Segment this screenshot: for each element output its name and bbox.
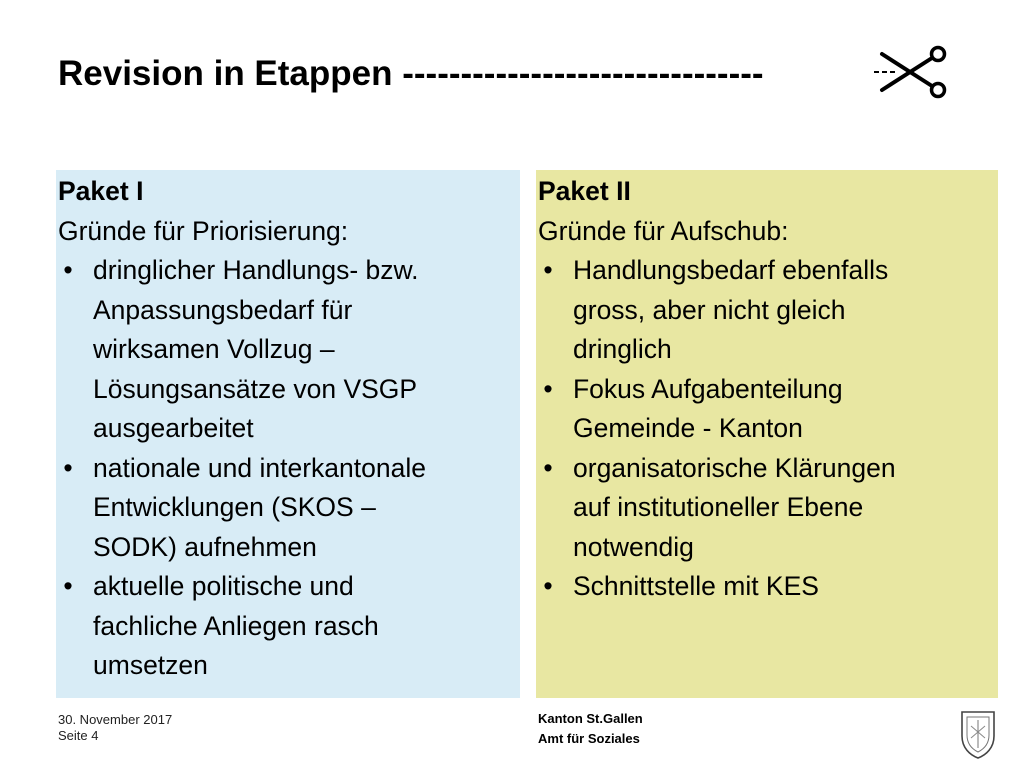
bullet-line: Anpassungsbedarf für (93, 294, 353, 325)
bullet-marker: • (63, 452, 73, 483)
bullet-line: notwendig (573, 531, 694, 562)
bullet-line: organisatorische Klärungen (573, 452, 896, 483)
bullet-line: wirksamen Vollzug – (93, 334, 335, 364)
bullet-line: auf institutioneller Ebene (573, 492, 864, 522)
bullet-item (58, 449, 520, 568)
bullet-item (538, 449, 998, 568)
bullet-item (538, 370, 998, 449)
bullet-item (538, 567, 998, 607)
bullet-marker: • (63, 571, 73, 601)
bullet-marker: • (543, 373, 553, 404)
footer-page: Seite 4 (58, 728, 99, 743)
footer-org-line1: Kanton St.Gallen (538, 711, 643, 726)
footer-date-page (58, 712, 172, 744)
bullet-line: dringlich (573, 334, 672, 364)
paket-2-panel (536, 170, 998, 698)
bullet-line: Gemeinde - Kanton (573, 413, 803, 443)
bullet-line: nationale und interkantonale (93, 452, 426, 483)
bullet-line: Lösungsansätze von VSGP (93, 373, 418, 404)
bullet-line: Entwicklungen (SKOS – (93, 492, 376, 522)
bullet-line: aktuelle politische und (93, 571, 354, 601)
bullet-marker: • (543, 571, 553, 601)
bullet-line: ausgearbeitet (93, 413, 254, 443)
bullet-line: Handlungsbedarf ebenfalls (573, 255, 889, 285)
bullet-marker: • (543, 255, 553, 285)
scissors-icon (872, 42, 952, 102)
footer-org-line2: Amt für Soziales (538, 731, 640, 746)
bullet-marker: • (543, 452, 553, 483)
bullet-item (58, 567, 520, 686)
paket-1-panel (56, 170, 520, 698)
bullet-line: Schnittstelle mit KES (573, 571, 819, 601)
footer-date: 30. November 2017 (58, 712, 173, 727)
panel-heading: Paket II (538, 176, 631, 206)
bullet-line: fachliche Anliegen rasch (93, 610, 379, 641)
slide-title: Revision in Etappen ------------------------------- (58, 54, 764, 93)
bullet-line: gross, aber nicht gleich (573, 294, 846, 325)
panel-subheading: Gründe für Aufschub: (538, 215, 789, 246)
panel-heading: Paket I (58, 176, 144, 206)
bullet-list (58, 251, 520, 686)
crest-logo (958, 708, 998, 760)
bullet-marker: • (63, 255, 73, 285)
footer-organization (538, 709, 643, 749)
panel-subheading: Gründe für Priorisierung: (58, 215, 349, 246)
bullet-line: dringlicher Handlungs- bzw. (93, 255, 419, 285)
bullet-line: Fokus Aufgabenteilung (573, 373, 843, 404)
bullet-line: umsetzen (93, 650, 208, 680)
bullet-item (538, 251, 998, 370)
bullet-list (538, 251, 998, 607)
bullet-item (58, 251, 520, 449)
bullet-line: SODK) aufnehmen (93, 531, 317, 562)
